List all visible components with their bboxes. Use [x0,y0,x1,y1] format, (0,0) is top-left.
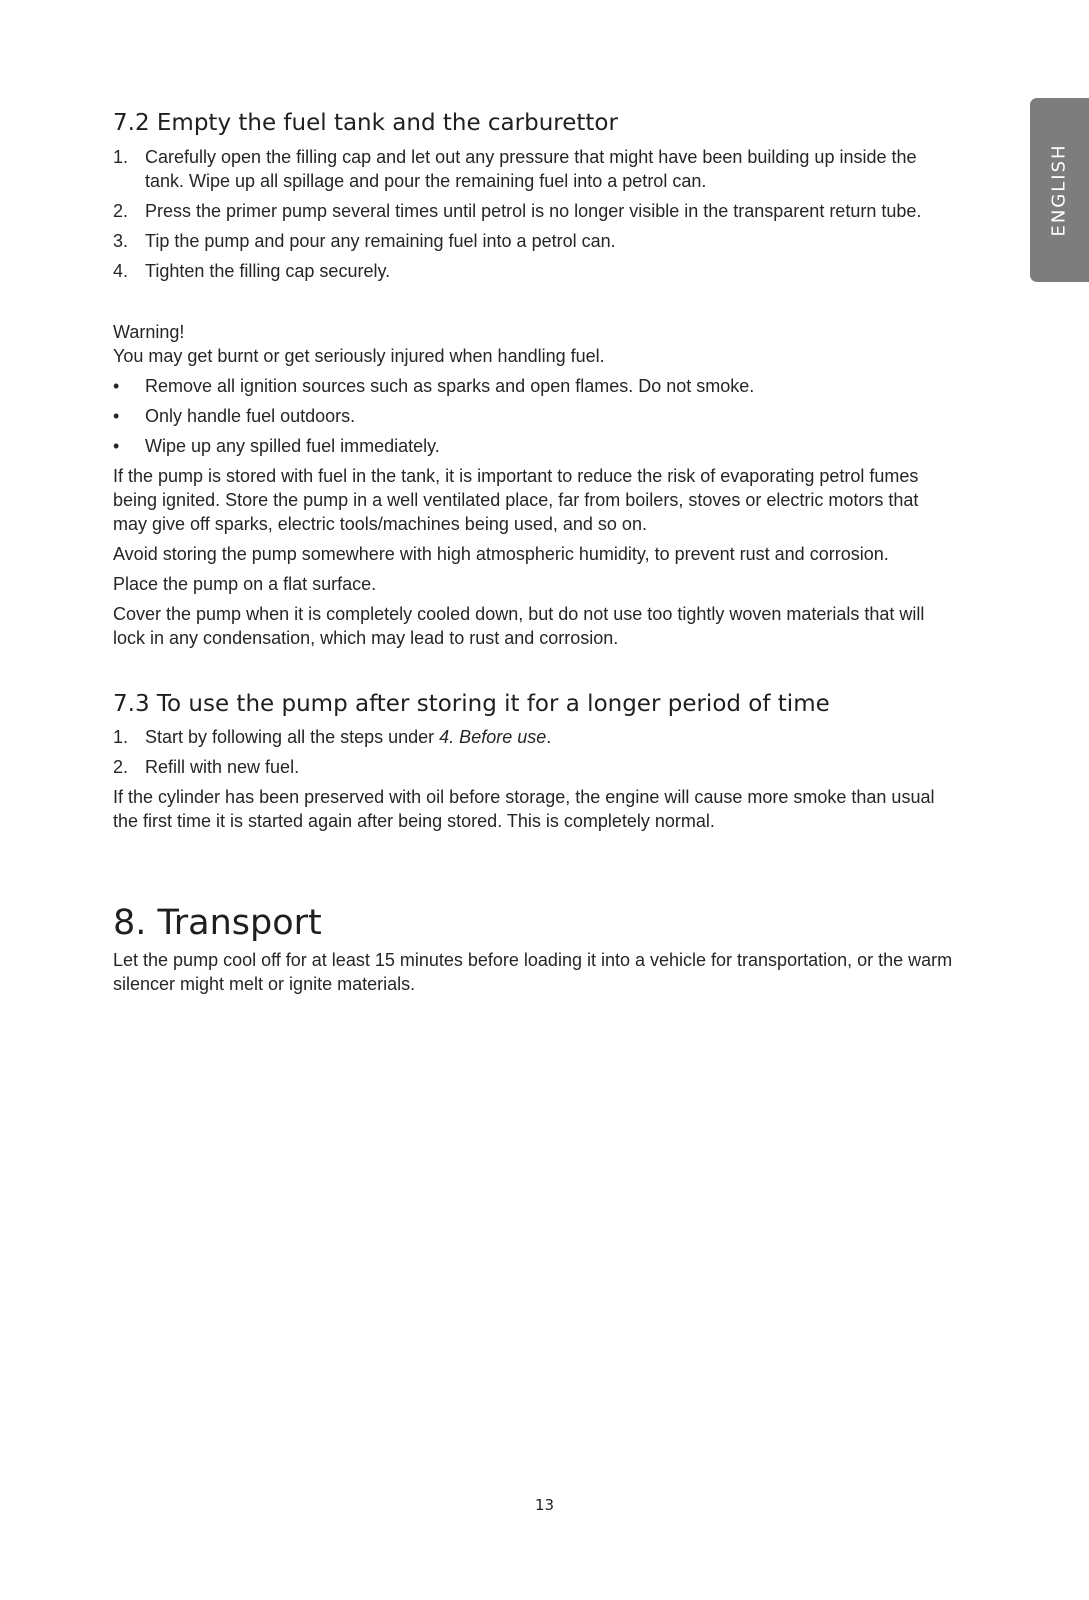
list-item [113,404,953,428]
step-number: 2. [113,757,129,777]
step-number: 1. [113,727,129,747]
section-7-2-heading: 7.2 Empty the fuel tank and the carburettor [113,110,618,136]
step-text: Carefully open the filling cap and let out any pressure that might have been building up inside the tank. Wipe up all spillage and pour the remaining fuel into a petrol can. [145,147,917,191]
cylinder-paragraph: If the cylinder has been preserved with oil before storage, the engine will cause more smoke than usual the first time it is started again after being stored. This is completely normal. [113,787,935,831]
bullet: • [113,436,120,456]
step-number: 1. [113,147,129,167]
bullet-text: Only handle fuel outdoors. [145,406,356,426]
list-item [113,725,953,749]
list-item [113,229,953,253]
step-text: Tighten the filling cap securely. [145,261,391,281]
step-text-end: . [546,727,552,747]
section-reference: 4. Before use [439,727,547,747]
bullet-text: Remove all ignition sources such as sparks and open flames. Do not smoke. [145,376,755,396]
step-number: 3. [113,231,129,251]
list-item [113,259,953,283]
section-7-3-body [113,725,953,839]
language-tab [1030,98,1089,282]
step-number: 4. [113,261,129,281]
step-text: Tip the pump and pour any remaining fuel into a petrol can. [145,231,616,251]
transport-paragraph: Let the pump cool off for at least 15 minutes before loading it into a vehicle for transportation, or the warm silencer might melt or ignite materials. [113,950,953,994]
warning-intro: You may get burnt or get seriously injured when handling fuel. [113,346,605,366]
bullet: • [113,406,120,426]
warning-title: Warning! [113,322,185,342]
list-item [113,374,953,398]
humidity-paragraph: Avoid storing the pump somewhere with high atmospheric humidity, to prevent rust and corrosion. [113,544,889,564]
warning-block [113,320,953,656]
list-item [113,145,953,193]
section-7-3-steps [113,725,953,779]
flat-surface-paragraph: Place the pump on a flat surface. [113,574,377,594]
language-tab-label: ENGLISH [1048,143,1070,237]
step-text: Start by following all the steps under [145,727,440,747]
list-item [113,755,953,779]
warning-bullets [113,374,953,458]
step-number: 2. [113,201,129,221]
bullet: • [113,376,120,396]
page-number: 13 [534,1496,555,1514]
step-text: Refill with new fuel. [145,757,300,777]
section-7-3-heading: 7.3 To use the pump after storing it for a longer period of time [113,691,830,717]
bullet-text: Wipe up any spilled fuel immediately. [145,436,440,456]
section-7-2-steps [113,145,953,289]
list-item [113,434,953,458]
section-8-body [113,948,953,1002]
cover-paragraph: Cover the pump when it is completely cooled down, but do not use too tightly woven materials that will lock in any condensation, which may lead to rust and corrosion. [113,604,925,648]
section-8-heading: 8. Transport [113,903,322,943]
step-text: Press the primer pump several times until petrol is no longer visible in the transparent return tube. [145,201,922,221]
list-item [113,199,953,223]
storage-paragraph: If the pump is stored with fuel in the tank, it is important to reduce the risk of evaporating petrol fumes being ignited. Store the pump in a well ventilated place, far from boilers, stoves or electric motors that may give off sparks, electric tools/machines being used, and so on. [113,466,919,534]
